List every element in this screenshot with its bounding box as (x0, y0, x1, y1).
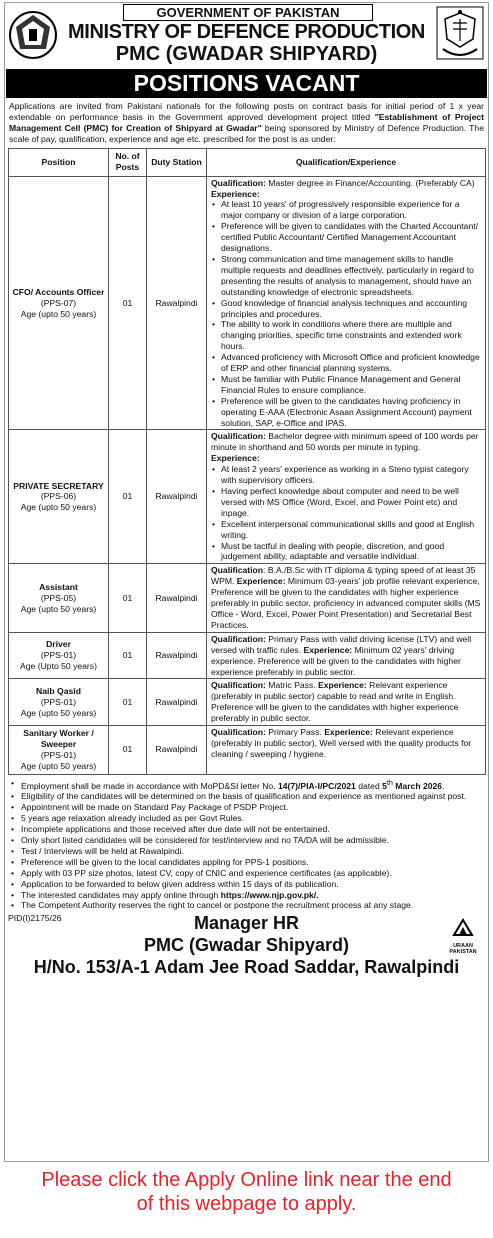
terms-list (5, 775, 488, 912)
table-row (9, 726, 486, 775)
list-item: • Eligibility of the candidates will be determined on the basis of qualification and experience as mentioned against post. (11, 791, 484, 802)
positions-table (8, 148, 486, 775)
footer (5, 911, 488, 997)
table-row (9, 679, 486, 726)
uraan-pakistan-logo: URAAN PAKISTAN (444, 917, 482, 957)
station-cell: Rawalpindi (147, 430, 207, 564)
position-cell: PRIVATE SECRETARY (PPS-06) Age (upto 50 years) (9, 430, 109, 564)
contact-address: H/No. 153/A-1 Adam Jee Road Saddar, Rawalpindi (33, 957, 460, 978)
station-cell: Rawalpindi (147, 679, 207, 726)
project-title: "Establishment of Project Management Cell (PMC) for Creation of Shipyard at Gwadar" (9, 111, 484, 133)
list-item: • 5 years age relaxation already included as per Govt Rules. (11, 813, 484, 824)
list-item: • Advanced proficiency with Microsoft Office and proficient knowledge of ERP and other financial planning systems. (211, 352, 481, 374)
qualification-cell: Qualification: B.A./B.Sc with IT diploma & typing speed of at least 35 WPM. Experience: Minimum 03-years' job profile relevant experience, Preference will be given to the candidates with higher experience preferably in public sector, proficiency in advanced computer skills (MS Office - Word, Excel, Power Point Presentation) and Secretarial Best Practices. (207, 564, 486, 632)
column-header: Qualification/Experience (207, 148, 486, 176)
table-header-row (9, 148, 486, 176)
posts-cell: 01 (109, 632, 147, 679)
table-row (9, 176, 486, 430)
table-row (9, 632, 486, 679)
posts-cell: 01 (109, 430, 147, 564)
list-item: • The interested candidates may apply online through https://www.njp.gov.pk/. (11, 890, 484, 901)
experience-list (211, 199, 481, 428)
list-item: • Preference will be given to the local candidates appling for PPS-1 positions. (11, 857, 484, 868)
position-cell: Driver (PPS-01) Age (Upto 50 years) (9, 632, 109, 679)
pmc-title: PMC (GWADAR SHIPYARD) (115, 43, 378, 65)
qualification-cell: Qualification: Bachelor degree with minimum speed of 100 words per minute in shorthand and 50 words per minute in typing. Experience: • At least 2 years' experience as working in a Steno typist category with supervisory officers. • Having perfect knowledge about computer and need to be well versed with MS Office (Word, Excel, and Power Point etc) and inpage. • Excellent interpersonal communicational skills and good at English writing. • Must be tactful in dealing with people, discretion, and good judgement ability, adaptable and versatile individual. (207, 430, 486, 564)
position-cell: Assistant (PPS-05) Age (upto 50 years) (9, 564, 109, 632)
list-item: • Preference will be given to candidates with the Charted Accountant/ certified Public Accountant/ Certified Management Accountant designations. (211, 221, 481, 254)
qualification-cell: Qualification: Matric Pass. Experience: Relevant experience (preferably in public sector) capable to read and write in English. Preference will be given to the candidates with higher experience preferably in public sector. (207, 679, 486, 726)
column-header: Position (9, 148, 109, 176)
position-cell: CFO/ Accounts Officer (PPS-07) Age (upto 50 years) (9, 176, 109, 430)
list-item: • Excellent interpersonal communicational skills and good at English writing. (211, 519, 481, 541)
posts-cell: 01 (109, 726, 147, 775)
list-item: • Test / Interviews will be held at Rawalpindi. (11, 846, 484, 857)
station-cell: Rawalpindi (147, 726, 207, 775)
list-item: • Must be familiar with Public Finance Management and General Financial Rules to ensure compliance. (211, 374, 481, 396)
contact-title: Manager HR (193, 913, 300, 934)
station-cell: Rawalpindi (147, 632, 207, 679)
ministry-title: MINISTRY OF DEFENCE PRODUCTION (68, 21, 425, 43)
list-item: • Good knowledge of financial analysis techniques and accounting principles and procedures. (211, 298, 481, 320)
qualification-cell: Qualification: Primary Pass with valid driving license (LTV) and well versed with traffic rules. Experience: Minimum 02 years' driving experience. Preference will be given to the candidates with higher experience preferably in public sector. (207, 632, 486, 679)
list-item: • Incomplete applications and those received after due date will not be entertained. (11, 824, 484, 835)
column-header: No. of Posts (109, 148, 147, 176)
list-item: • Employment shall be made in accordance with MoPD&SI letter No. 14(7)/PIA-I/PC/2021 dated 5th March 2026. (11, 778, 484, 792)
list-item: • Preference will be given to the candidates having proficiency in operating E-AAA (Electronic Asaan Assignment Account) payment solution, SAP, e-Office and IPAS. (211, 396, 481, 429)
header (5, 3, 488, 69)
ministry-emblem-icon (8, 7, 58, 63)
list-item: • Strong communication and time management skills to handle multiple requests and deadlines effectively, particularly in regard to presenting the results of analysis to management, should have an outstanding knowledge of electronic spreadsheets. (211, 254, 481, 298)
list-item: • Only short listed candidates will be considered for test/interview and no TA/DA will be admissible. (11, 835, 484, 846)
position-cell: Naib Qasid (PPS-01) Age (upto 50 years) (9, 679, 109, 726)
station-cell: Rawalpindi (147, 564, 207, 632)
positions-vacant-banner: POSITIONS VACANT (6, 69, 487, 98)
station-cell: Rawalpindi (147, 176, 207, 430)
pid-number: PID(I)2175/26 (8, 913, 62, 924)
list-item: • At least 10 years' of progressively responsible experience for a major company or division of a large corporation. (211, 199, 481, 221)
column-header: Duty Station (147, 148, 207, 176)
qualification-cell: Qualification: Master degree in Finance/Accounting. (Preferably CA) Experience: • At least 10 years' of progressively responsible experience for a major company or division of a large corporation. • Preference will be given to candidates with the Charted Accountant/ certified Public Accountant/ Certified Management Accountant designations. • Strong communication and time management skills to handle multiple requests and deadlines effectively, particularly in regard to presenting the results of analysis to management, should have an outstanding knowledge of electronic spreadsheets. • Good knowledge of financial analysis techniques and accounting principles and procedures. • The ability to work in conditions where there are multiple and changing priorities, specific time constraints and extended work hours. • Advanced proficiency with Microsoft Office and proficient knowledge of ERP and other financial planning systems. • Must be familiar with Public Finance Management and General Financial Rules to ensure compliance. • Preference will be given to the candidates having proficiency in operating E-AAA (Electronic Asaan Assignment Account) payment solution, SAP, e-Office and IPAS. (207, 176, 486, 430)
list-item: • The ability to work in conditions where there are multiple and changing priorities, specific time constraints and extended work hours. (211, 319, 481, 352)
table-row (9, 564, 486, 632)
posts-cell: 01 (109, 564, 147, 632)
list-item: • Application to be forwarded to below given address within 15 days of its publication. (11, 879, 484, 890)
contact-org: PMC (Gwadar Shipyard) (143, 935, 350, 956)
apply-online-notice: Please click the Apply Online link near the end of this webpage to apply. (41, 1169, 452, 1215)
uraan-icon (451, 917, 475, 941)
intro-text: Applications are invited from Pakistani nationals for the following posts on contract basis for initial period of 1 x year extendable on performance basis in the Government approved development project titled "Establishment of Project Management Cell (PMC) for Creation of Shipyard at Gwadar" being sponsored by Ministry of Defence Production. The scale of pay, qualification, experience and age etc. prescribed for the post is as under: (9, 101, 484, 144)
posts-cell: 01 (109, 176, 147, 430)
list-item: • Having perfect knowledge about computer and need to be well versed with MS Office (Word, Excel, and Power Point etc) and inpage. (211, 486, 481, 519)
position-cell: Sanitary Worker / Sweeper (PPS-01) Age (upto 50 years) (9, 726, 109, 775)
qualification-cell: Qualification: Primary Pass. Experience: Relevant experience (preferably in public sector), Well versed with the quality products for cleaning / sweeping / hygiene. (207, 726, 486, 775)
list-item: • Must be tactful in dealing with people, discretion, and good judgement ability, adaptable and versatile individual. (211, 541, 481, 563)
list-item: • Appointment will be made on Standard Pay Package of PSDP Project. (11, 802, 484, 813)
experience-list (211, 464, 481, 562)
pakistan-emblem-icon (435, 5, 485, 61)
posts-cell: 01 (109, 679, 147, 726)
government-title: GOVERNMENT OF PAKISTAN (123, 4, 373, 21)
list-item: • The Competent Authority reserves the right to cancel or postpone the recruitment process at any stage. (11, 900, 484, 911)
list-item: • Apply with 03 PP size photos, latest CV, copy of CNIC and experience certificates (as applicable). (11, 868, 484, 879)
advertisement (4, 2, 489, 1162)
table-row (9, 430, 486, 564)
njp-link[interactable]: https://www.njp.gov.pk/. (220, 889, 319, 900)
list-item: • At least 2 years' experience as working in a Steno typist category with supervisory officers. (211, 464, 481, 486)
